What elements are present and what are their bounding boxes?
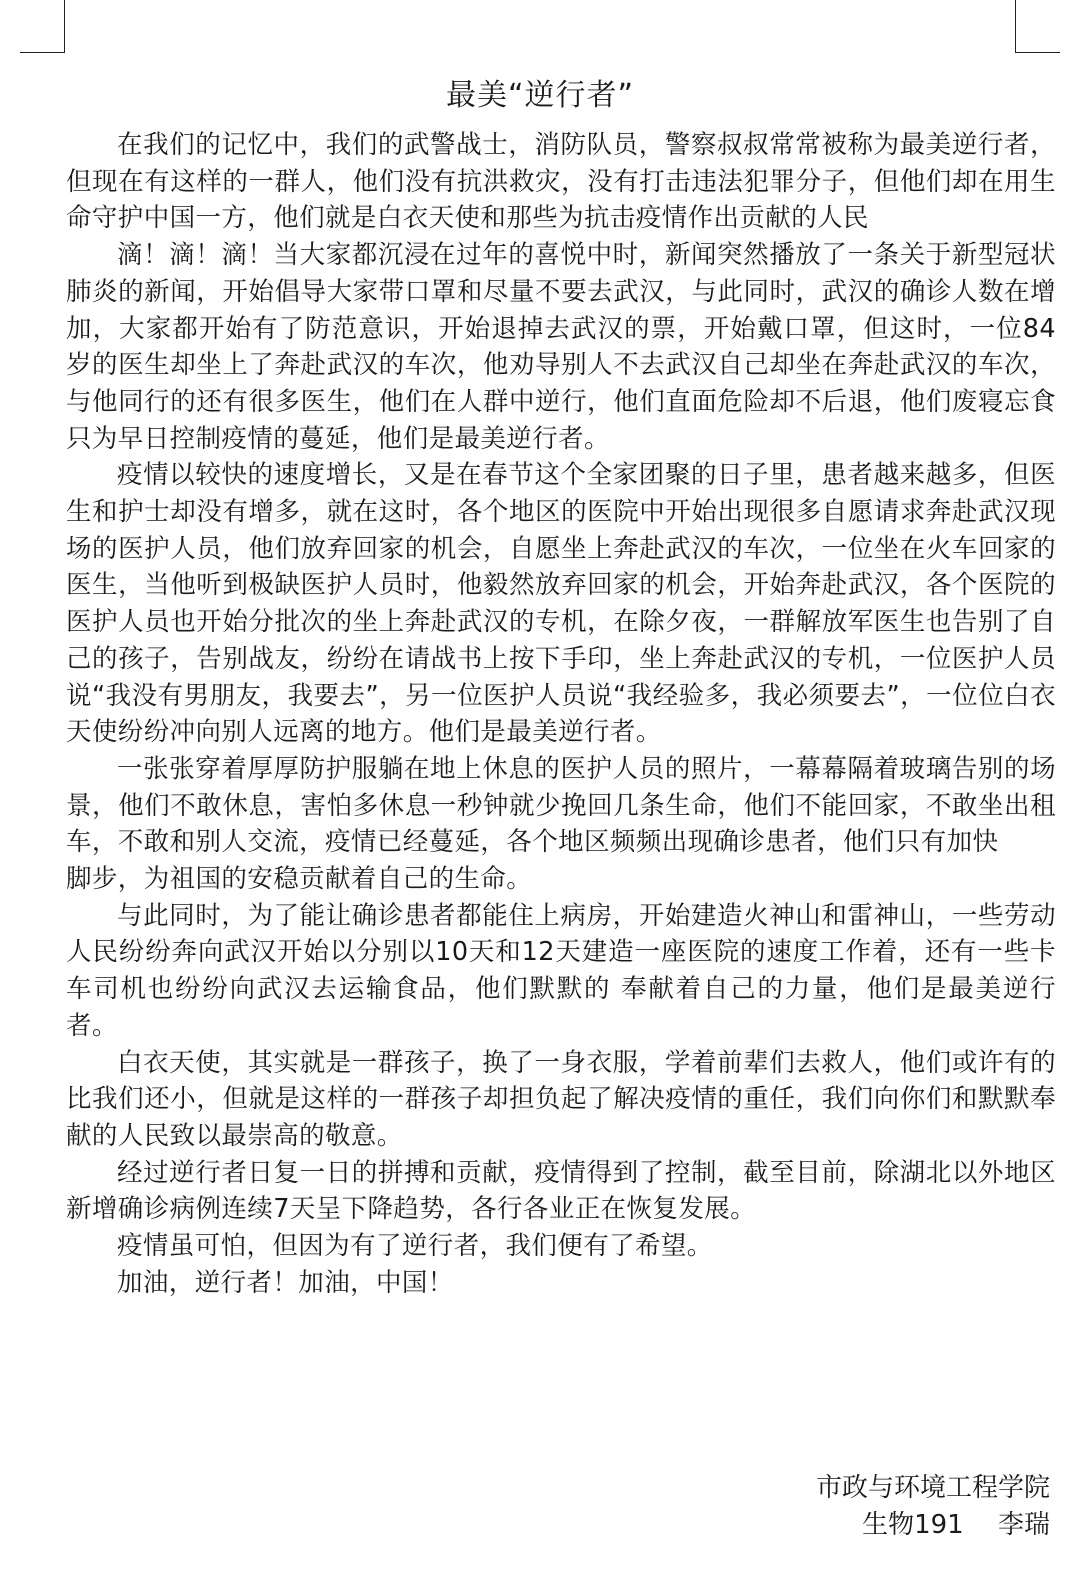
paragraph: 滴！滴！滴！当大家都沉浸在过年的喜悦中时，新闻突然播放了一条关于新型冠状肺炎的新闻，开始倡导大家带口罩和尽量不要去武汉，与此同时，武汉的确诊人数在增加，大家都开始有了防范意识，开始退掉去武汉的票，开始戴口罩，但这时，一位84岁的医生却坐上了奔赴武汉的车次，他劝导别人不去武汉自己却坐在奔赴武汉的车次，与他同行的还有很多医生，他们在人群中逆行，他们直面危险却不后退，他们废寝忘食只为早日控制疫情的蔓延，他们是最美逆行者。 [66, 240, 1056, 454]
paragraph: 加油，逆行者！加油，中国！ [117, 1267, 454, 1298]
document-title: 最美“逆行者” [445, 78, 635, 113]
paragraph: 脚步，为祖国的安稳贡献着自己的生命。 [66, 864, 533, 895]
paragraph: 疫情虽可怕，但因为有了逆行者，我们便有了希望。 [117, 1231, 713, 1262]
signature-class-name: 生物191 李瑞 [862, 1510, 1050, 1540]
paragraph: 经过逆行者日复一日的拼搏和贡献，疫情得到了控制，截至目前，除湖北以外地区新增确诊病例连续7天呈下降趋势，各行各业正在恢复发展。 [66, 1157, 1056, 1225]
paragraph: 与此同时，为了能让确诊患者都能住上病房，开始建造火神山和雷神山，一些劳动人民纷纷奔向武汉开始以分别以10天和12天建造一座医院的速度工作着，还有一些卡车司机也纷纷向武汉去运输食品，他们默默的 奉献着自己的力量，他们是最美逆行者。 [66, 900, 1056, 1041]
paragraph: 疫情以较快的速度增长，又是在春节这个全家团聚的日子里，患者越来越多，但医生和护士却没有增多，就在这时，各个地区的医院中开始出现很多自愿请求奔赴武汉现场的医护人员，他们放弃回家的机会，自愿坐上奔赴武汉的车次，一位坐在火车回家的医生，当他听到极缺医护人员时，他毅然放弃回家的机会，开始奔赴武汉，各个医院的医护人员也开始分批次的坐上奔赴武汉的专机，在除夕夜，一群解放军医生也告别了自己的孩子，告别战友，纷纷在请战书上按下手印，坐上奔赴武汉的专机，一位医护人员说“我没有男朋友，我要去”，另一位医护人员说“我经验多，我必须要去”，一位位白衣天使纷纷冲向别人远离的地方。他们是最美逆行者。 [66, 460, 1056, 748]
signature-block [816, 1470, 1050, 1544]
paragraph: 在我们的记忆中，我们的武警战士，消防队员，警察叔叔常常被称为最美逆行者，但现在有这样的一群人，他们没有抗洪救灾，没有打击违法犯罪分子，但他们却在用生命守护中国一方，他们就是白衣天使和那些为抗击疫情作出贡献的人民 [66, 130, 1056, 234]
paragraph: 一张张穿着厚厚防护服躺在地上休息的医护人员的照片，一幕幕隔着玻璃告别的场景，他们不敢休息，害怕多休息一秒钟就少挽回几条生命，他们不能回家，不敢坐出租车，不敢和别人交流，疫情已经蔓延，各个地区频频出现确诊患者，他们只有加快 [66, 753, 1056, 858]
paragraph: 白衣天使，其实就是一群孩子，换了一身衣服，学着前辈们去救人，他们或许有的比我们还小，但就是这样的一群孩子却担负起了解决疫情的重任，我们向你们和默默奉献的人民致以最崇高的敬意。 [66, 1047, 1056, 1151]
page-corner-mark-left [20, 0, 65, 53]
signature-school: 市政与环境工程学院 [815, 1473, 1050, 1503]
document-body [66, 127, 1056, 1302]
page-corner-mark-right [1015, 0, 1060, 53]
